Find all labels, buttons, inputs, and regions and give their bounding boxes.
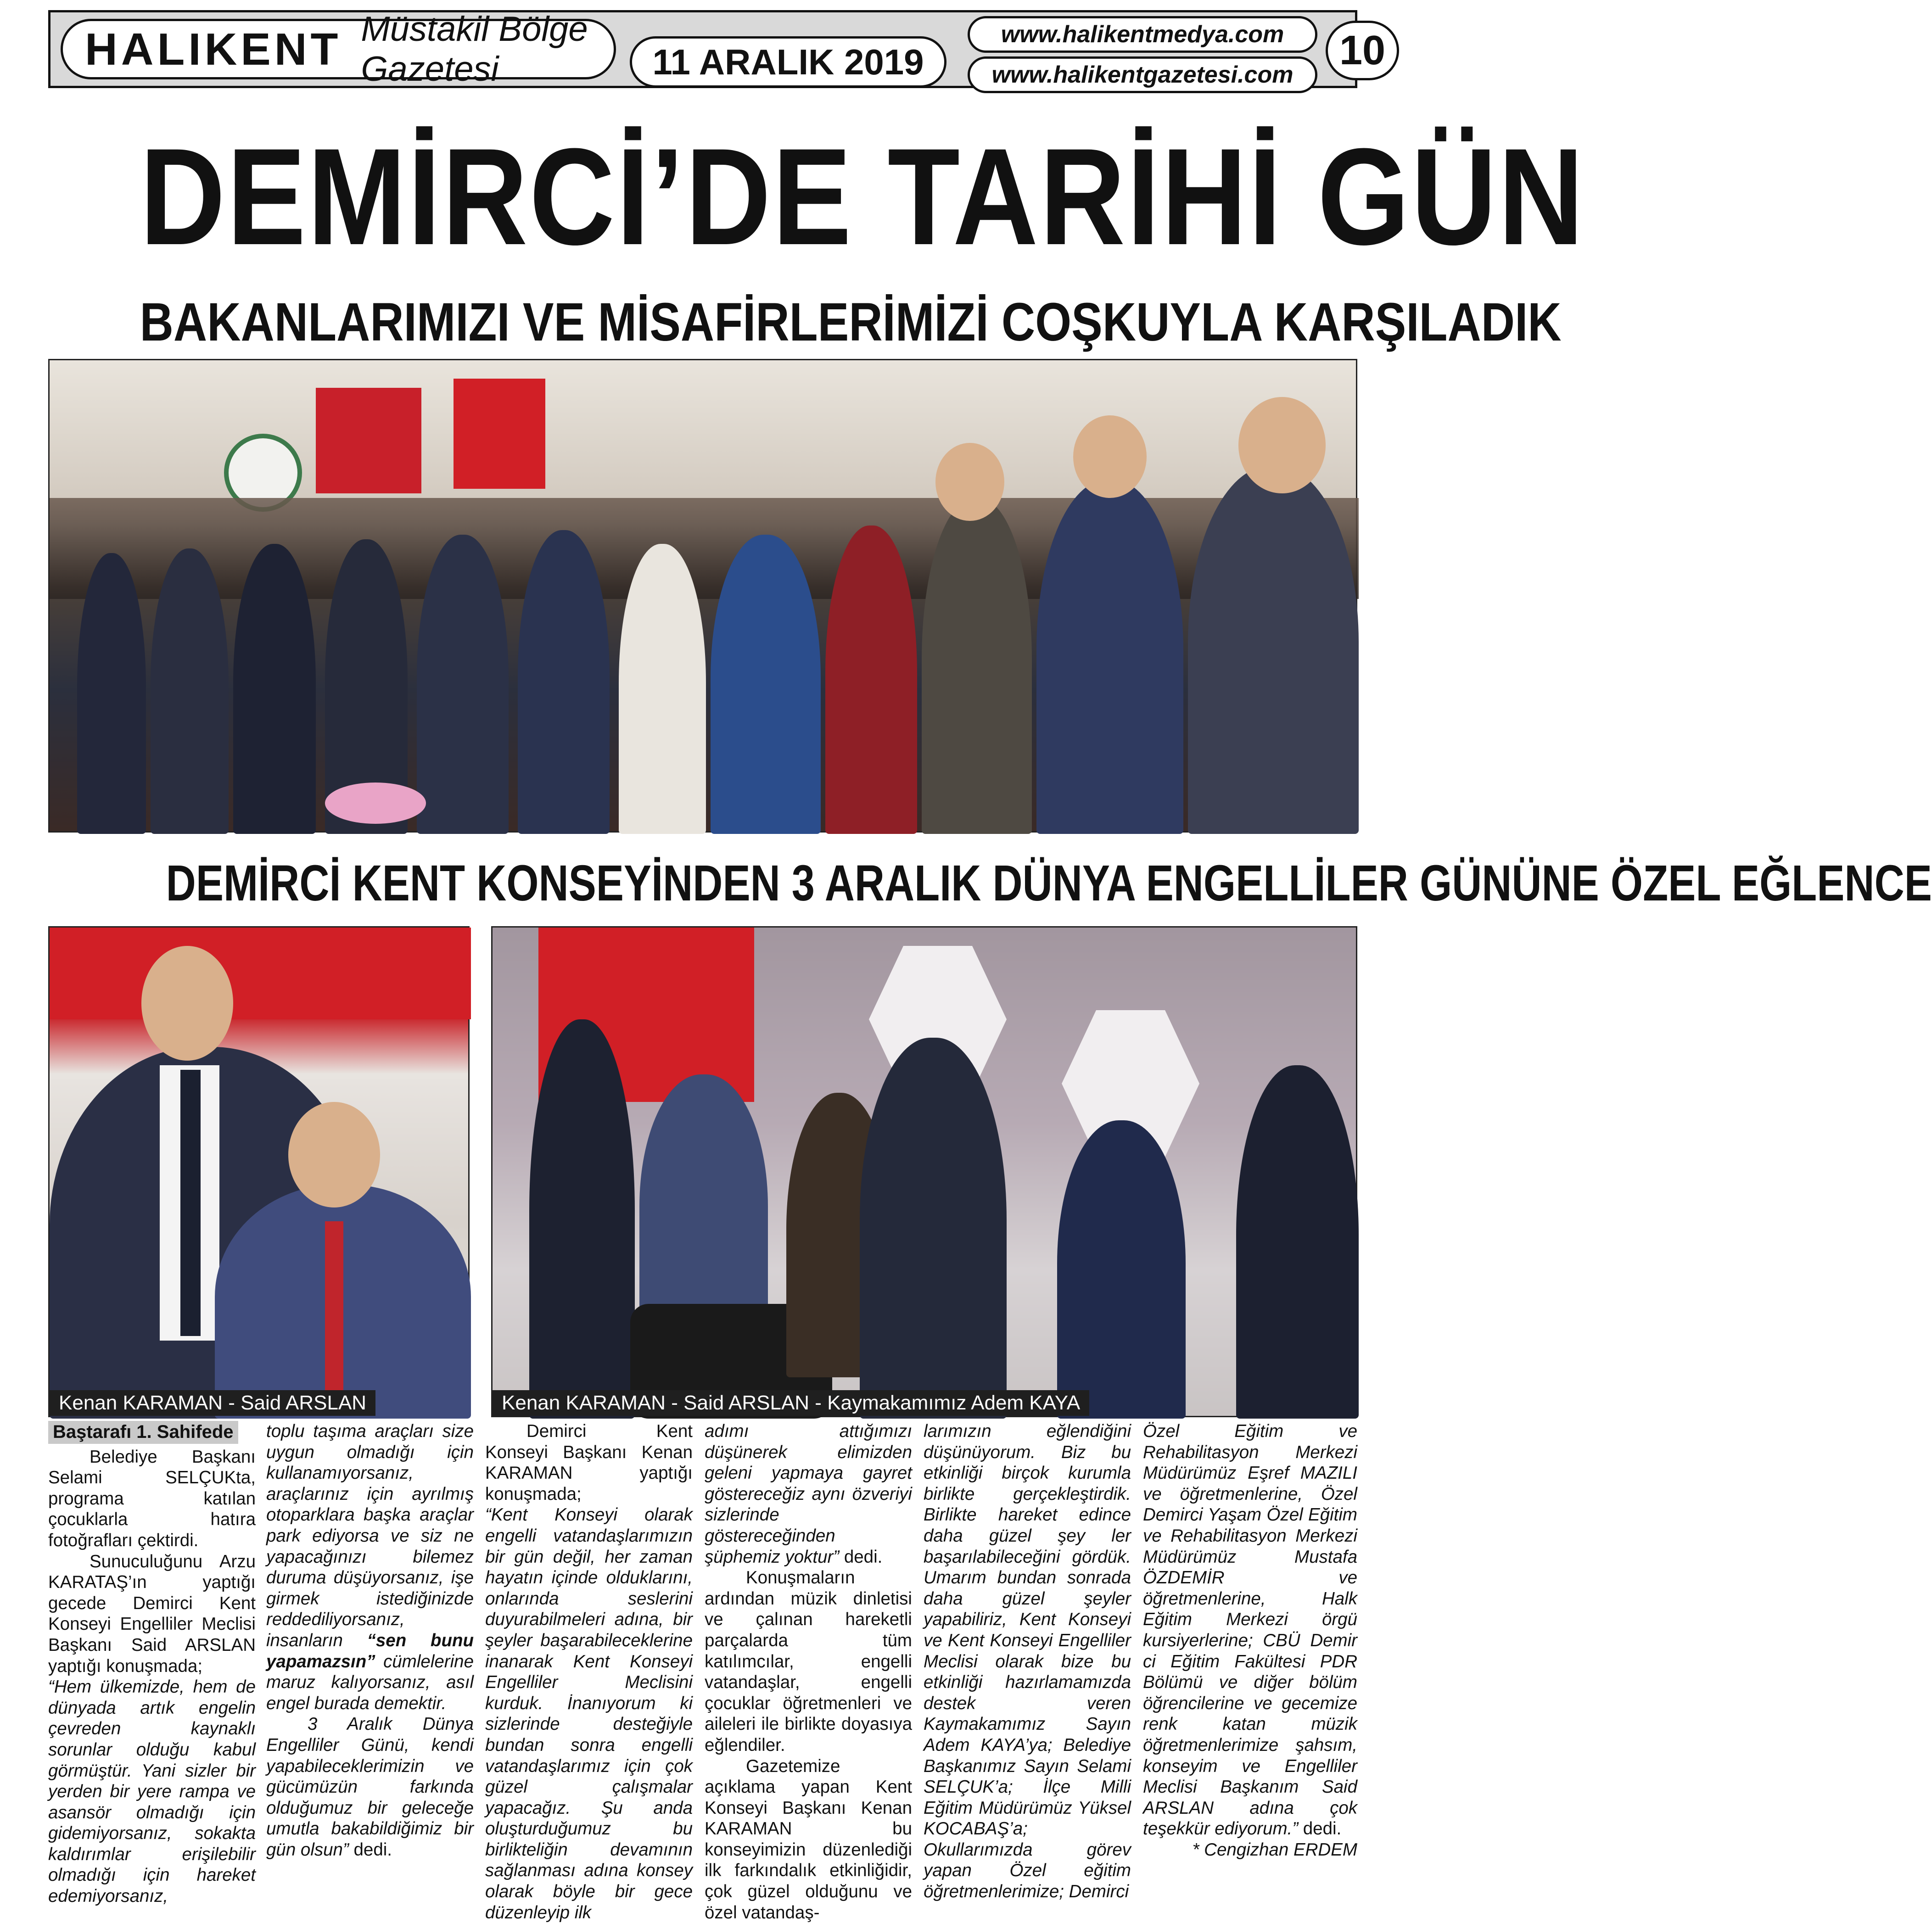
paragraph: Konuşmaların ardından müzik dinletisi ve çalınan hareketli parçalarda tüm katılımcılar, engelli vatandaşlar, engelli çocuklar öğretmenleri ve aileleri ile birlikte doyasıya eğlendiler.	[705, 1567, 912, 1755]
flower-arrangement	[325, 783, 426, 824]
article-column-5	[924, 1421, 1131, 1859]
person-figure	[417, 535, 509, 834]
person-figure	[711, 535, 821, 834]
attribution: dedi.	[844, 1547, 883, 1567]
necktie-red	[325, 1221, 343, 1396]
masthead-title-pill	[61, 19, 616, 79]
person-figure	[233, 544, 316, 834]
person-figure	[1188, 466, 1359, 834]
person-figure	[529, 1019, 635, 1419]
face	[1238, 397, 1326, 493]
quote-text: toplu taşıma araçları size uygun olmadığı için kullanamıyorsanız, araçlarınız için ayrılmış otoparklara başka araçlar park ediyorsa ve siz ne yapacağınızı bilemez duruma düşüyorsanız, işe girmek istediğinizde reddediliyorsanız, insanların	[266, 1421, 474, 1650]
article-column-4	[705, 1421, 912, 1859]
attribution: dedi.	[1303, 1819, 1342, 1839]
turkish-flag	[50, 928, 471, 1019]
page-number: 10	[1326, 21, 1399, 80]
photo-karaman-arslan	[48, 926, 470, 1417]
masthead	[48, 10, 1357, 88]
photo-handshake	[491, 926, 1357, 1417]
article-column-6	[1143, 1421, 1357, 1859]
photo-caption-right: Kenan KARAMAN - Said ARSLAN - Kaymakamımız Adem KAYA	[493, 1390, 1089, 1416]
person-figure	[825, 525, 917, 834]
attribution: dedi.	[354, 1840, 392, 1860]
quote-paragraph	[705, 1421, 912, 1567]
person-figure	[860, 1038, 1007, 1419]
main-headline: DEMİRCİ’DE TARİHİ GÜN	[140, 123, 1266, 270]
paragraph: Sunuculuğunu Arzu KARATAŞ’ın yaptığı gecede Demirci Kent Konseyi Engelliler Meclisi Başkanı Said ARSLAN yaptığı konuşmada;	[48, 1551, 256, 1677]
face	[1073, 415, 1147, 498]
paragraph: Demirci Kent Konseyi Başkanı Kenan KARAMAN yaptığı konuşmada;	[485, 1421, 693, 1504]
quote-text: 3 Aralık Dünya Engelliler Günü, kendi yapabileceklerimizin ve gücümüzün farkında olduğumuz bir geleceğe umutla bakabildiğimiz bir gün olsun”	[266, 1714, 474, 1860]
article-column-3	[485, 1421, 693, 1859]
turkish-flag-left	[316, 388, 421, 493]
quote-text: adımı attığımızı düşünerek elimizden geleni yapmaya gayret göstereceğiz aynı özveriyi sizlerinde göstereceğinden şüphemiz yoktur”	[705, 1421, 912, 1567]
quote-bold: “sen bunu yapamazsın”	[266, 1631, 474, 1671]
photo-caption-left: Kenan KARAMAN - Said ARSLAN	[50, 1390, 375, 1416]
person-figure	[518, 530, 610, 834]
quote-paragraph: larımızın eğlendiğini düşünüyorum. Biz bu etkinliği birçok kurumla birlikte gerçekleştirdik. Birlikte hareket edince daha güzel şey ler başarılabileceğini gördük. Umarım bundan sonrada daha güzel şeyler yapabiliriz, Kent Konseyi ve Kent Konseyi Engelliler Meclisi olarak bize bu etkinliği hazırlamamızda destek veren Kaymakamımız Sayın Adem KAYA’ya; Belediye Başkanımız Sayın Selami SELÇUK’a; İlçe Milli Eğitim Müdürümüz Yüksel KOCABAŞ’a; Okullarımızda görev yapan Özel eğitim öğretmenlerimize; Demirci	[924, 1421, 1131, 1902]
paragraph: Gazetemize açıklama yapan Kent Konseyi Başkanı Kenan KARAMAN bu konseyimizin düzenlediği ilk farkındalık etkinliğidir, çok güzel olduğunu ve özel vatandaş-	[705, 1756, 912, 1923]
newspaper-subtitle: Müstakil Bölge Gazetesi	[361, 9, 614, 89]
person-figure	[77, 553, 146, 834]
person-police	[1057, 1120, 1186, 1419]
person-figure	[922, 498, 1032, 834]
quote-paragraph: “Kent Konseyi olarak engelli vatandaşlarımızın bir gün değil, her zaman hayatın içinde olduklarını, onlarında seslerini duyurabilmeleri adına, bir şeyler başarabileceklerine inanarak Kent Konseyi Engelliler Meclisini kurduk. İnanıyorum ki sizlerinde desteğiyle bundan sonra engelli vatandaşlarımız için çok güzel çalışmalar yapacağız. Şu anda oluşturduğumuz bu birlikteliğin devamının sağlanması adına konsey olarak böyle bir gece düzenleyip ilk	[485, 1504, 693, 1923]
article-column-1	[48, 1421, 256, 1859]
face	[935, 443, 1004, 521]
website-link-2[interactable]: www.halikentgazetesi.com	[968, 56, 1317, 93]
person-figure	[1036, 480, 1183, 834]
issue-date: 11 ARALIK 2019	[630, 36, 946, 88]
person-figure	[1236, 1065, 1359, 1419]
sub-headline: BAKANLARIMIZI VE MİSAFİRLERİMİZİ COŞKUYLA KARŞILADIK	[140, 290, 1266, 354]
face	[288, 1102, 380, 1207]
quote-paragraph	[266, 1714, 474, 1860]
person-figure	[619, 544, 706, 834]
quote-paragraph	[266, 1421, 474, 1714]
website-link-1[interactable]: www.halikentmedya.com	[968, 16, 1317, 53]
section-headline: DEMİRCİ KENT KONSEYİNDEN 3 ARALIK DÜNYA ENGELLİLER GÜNÜNE ÖZEL EĞLENCE	[166, 854, 1240, 913]
turkish-flag-right	[454, 379, 545, 489]
quote-text: Özel Eğitim ve Rehabilitasyon Merkezi Müdürümüz Eşref MAZILI ve öğretmenlerine, Özel Demirci Yaşam Özel Eğitim ve Rehabilitasyon Merkezi Müdürümüz Mustafa ÖZDEMİR ve öğretmenlerine, Halk Eğitim Merkezi örgü kursiyerlerine; CBÜ Demir ci Eğitim Fakültesi PDR Bölümü ve diğer bölüm öğrencilerine ve gecemize renk katan müzik öğretmenlerimize şahsım, konseyim ve Engelliler Meclisi Başkanım Said ARSLAN adına çok teşekkür ediyorum.”	[1143, 1421, 1357, 1839]
quote-text: cümlelerine maruz kalıyorsanız, asıl engel burada demektir.	[266, 1652, 474, 1713]
necktie	[180, 1070, 201, 1336]
person-figure	[151, 548, 229, 834]
main-photo-ceremony	[48, 359, 1357, 833]
byline: * Cengizhan ERDEM	[1143, 1839, 1357, 1861]
face	[141, 946, 233, 1061]
article-column-2	[266, 1421, 474, 1859]
article-kicker: Baştarafı 1. Sahifede	[48, 1421, 238, 1444]
quote-paragraph	[1143, 1421, 1357, 1839]
quote-paragraph: “Hem ülkemizde, hem de dünyada artık engelin çevreden kaynaklı sorunlar olduğu kabul görmüştür. Yani sizler bir yerden bir yere rampa ve asansör olmadığı için gidemiyorsanız, sokakta kaldırımlar erişilebilir olmadığı için hareket edemiyorsanız,	[48, 1677, 256, 1907]
paragraph: Belediye Başkanı Selami SELÇUKta, programa katılan çocuklarla hatıra fotoğrafları çektirdi.	[48, 1447, 256, 1551]
newspaper-brand: HALIKENT	[85, 23, 342, 75]
